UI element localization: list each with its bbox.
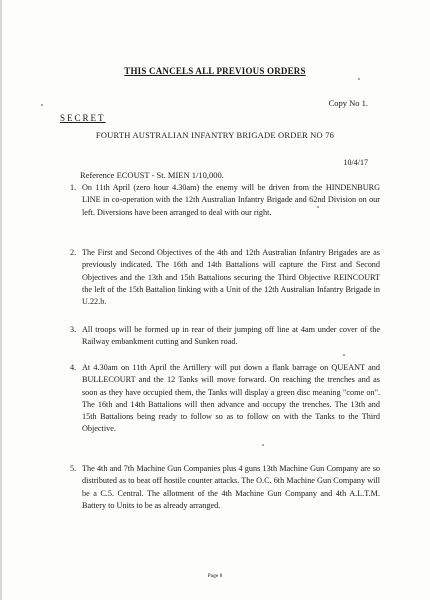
scan-speck bbox=[262, 444, 264, 446]
paragraph-text: All troops will be formed up in rear of their jumping off line at 4am under cover of the Railway embankment cutting and Sunken road. bbox=[82, 325, 380, 347]
paragraph-number: 3. bbox=[70, 325, 77, 334]
paragraph-1 bbox=[70, 182, 380, 219]
scan-speck bbox=[343, 354, 345, 356]
scan-speck bbox=[358, 78, 360, 80]
page-edge-shadow bbox=[0, 0, 2, 600]
paragraph-number: 5. bbox=[70, 464, 77, 473]
order-title: FOURTH AUSTRALIAN INFANTRY BRIGADE ORDER NO 76 bbox=[95, 130, 335, 140]
scan-speck bbox=[41, 104, 43, 106]
paragraph-number: 1. bbox=[70, 183, 77, 192]
page-footer: Page 8 bbox=[207, 573, 223, 579]
paragraph-text: On 11th April (zero hour 4.30am) the enemy will be driven from the HINDENBURG LINE in co-operation with the 12th Australian Infantry Brigade and 62nd Division on our left. Diversions have been arranged to deal with our right. bbox=[82, 183, 380, 217]
copy-number: Copy No 1. bbox=[328, 98, 368, 108]
paragraph-number: 2. bbox=[70, 248, 77, 257]
classification-label: SECRET bbox=[60, 113, 106, 123]
order-date: 10/4/17 bbox=[343, 158, 368, 167]
headline: THIS CANCELS ALL PREVIOUS ORDERS bbox=[124, 66, 306, 76]
paragraph-2 bbox=[70, 247, 380, 308]
paragraph-5 bbox=[70, 463, 380, 512]
paragraph-text: At 4.30am on 11th April the Artillery will put down a flank barrage on QUEANT and BULLECOURT and the 12 Tanks will move forward. On reaching the trenches and as soon as they have occupied them, the Tanks will display a green disc meaning "come on". The 16th and 14th Battalions will then advance and occupy the trenches. The 13th and 15th Battalions being ready to follow so as to follow on with the Tanks to the Third Objective. bbox=[82, 363, 380, 434]
paragraph-3 bbox=[70, 324, 380, 349]
paragraph-4 bbox=[70, 362, 380, 436]
paragraph-text: The 4th and 7th Machine Gun Companies plus 4 guns 13th Machine Gun Company are so distributed as to beat off hostile counter attacks. The O.C. 6th Machine Gun Company will be a C.5. Central. The allotment of the 4th Machine Gun Company and 4th A.L.T.M. Battery to Units to be as already arranged. bbox=[82, 464, 380, 510]
paragraph-number: 4. bbox=[70, 363, 77, 372]
paragraph-text: The First and Second Objectives of the 4th and 12th Australian Infantry Brigades are as previously indicated. The 16th and 14th Battalions will capture the First and Second Objectives and the 13th and 15th Battalions securing the Third Objective REINCOURT the left of the 15th Battalion linking with a Unit of the 12th Australian Infantry Brigade in U.22.b. bbox=[82, 248, 380, 307]
map-reference: Reference ECOUST - St. MIEN 1/10,000. bbox=[80, 170, 224, 180]
scan-speck bbox=[317, 206, 319, 208]
